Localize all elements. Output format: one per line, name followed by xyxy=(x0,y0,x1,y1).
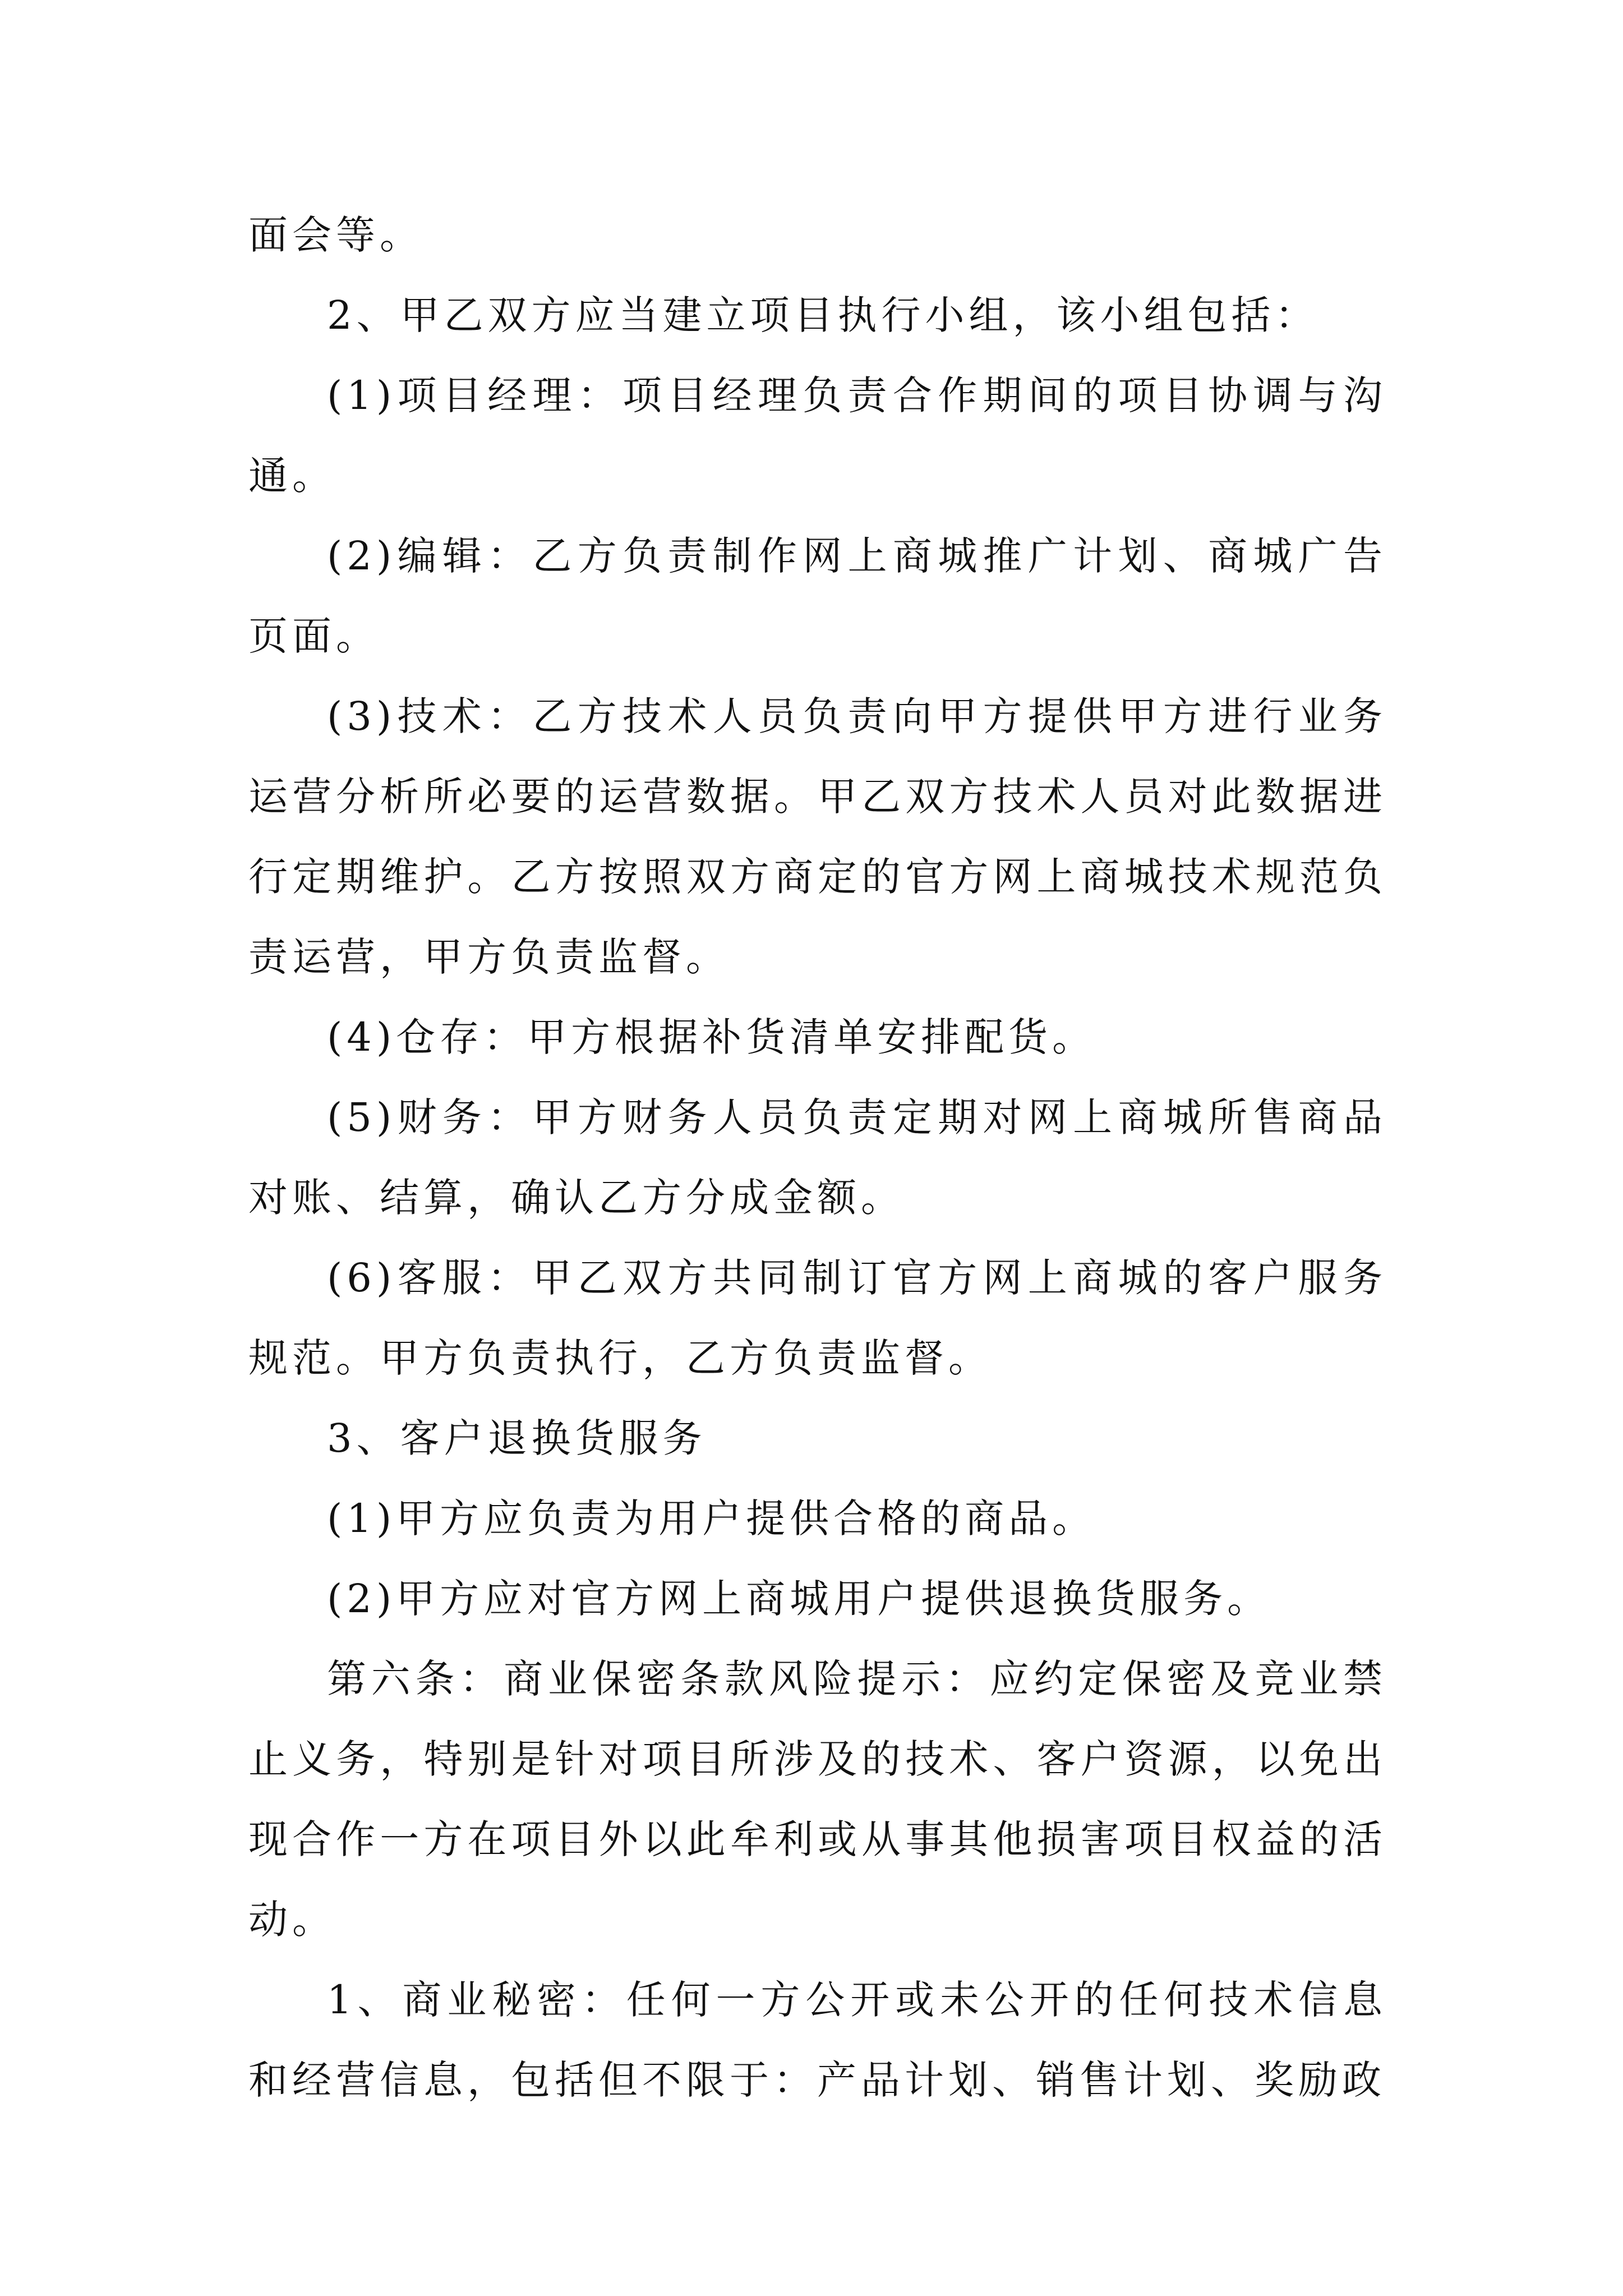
paragraph-project-manager: (1)项目经理：项目经理负责合作期间的项目协调与沟通。 xyxy=(248,372,1387,499)
paragraph-qualified-goods: (1)甲方应负责为用户提供合格的商品。 xyxy=(327,1496,1096,1542)
paragraph-item-2: 2、甲乙双方应当建立项目执行小组，该小组包括： xyxy=(327,292,1319,338)
document-body xyxy=(248,195,1387,2120)
paragraph-technology: (3)技术：乙方技术人员负责向甲方提供甲方进行业务运营分析所必要的运营数据。甲乙双方技术人员对此数据进行定期维护。乙方按照双方商定的官方网上商城技术规范负责运营，甲方负责监督。 xyxy=(248,693,1387,980)
paragraph-editor: (2)编辑：乙方负责制作网上商城推广计划、商城广告页面。 xyxy=(248,533,1387,659)
paragraph-article-6: 第六条：商业保密条款风险提示：应约定保密及竞业禁止义务，特别是针对项目所涉及的技术、客户资源，以免出现合作一方在项目外以此牟利或从事其他损害项目权益的活动。 xyxy=(248,1656,1387,1943)
paragraph-trade-secret: 1、商业秘密：任何一方公开或未公开的任何技术信息和经营信息，包括但不限于：产品计划、销售计划、奖励政 xyxy=(248,1977,1387,2103)
paragraph-continuation: 面会等。 xyxy=(248,212,423,258)
paragraph-warehouse: (4)仓存：甲方根据补货清单安排配货。 xyxy=(327,1014,1096,1060)
paragraph-customer-service: (6)客服：甲乙双方共同制订官方网上商城的客户服务规范。甲方负责执行，乙方负责监督。 xyxy=(248,1255,1387,1381)
paragraph-item-3: 3、客户退换货服务 xyxy=(327,1415,707,1461)
paragraph-returns: (2)甲方应对官方网上商城用户提供退换货服务。 xyxy=(327,1576,1271,1622)
paragraph-finance: (5)财务：甲方财务人员负责定期对网上商城所售商品对账、结算，确认乙方分成金额。 xyxy=(248,1094,1387,1221)
